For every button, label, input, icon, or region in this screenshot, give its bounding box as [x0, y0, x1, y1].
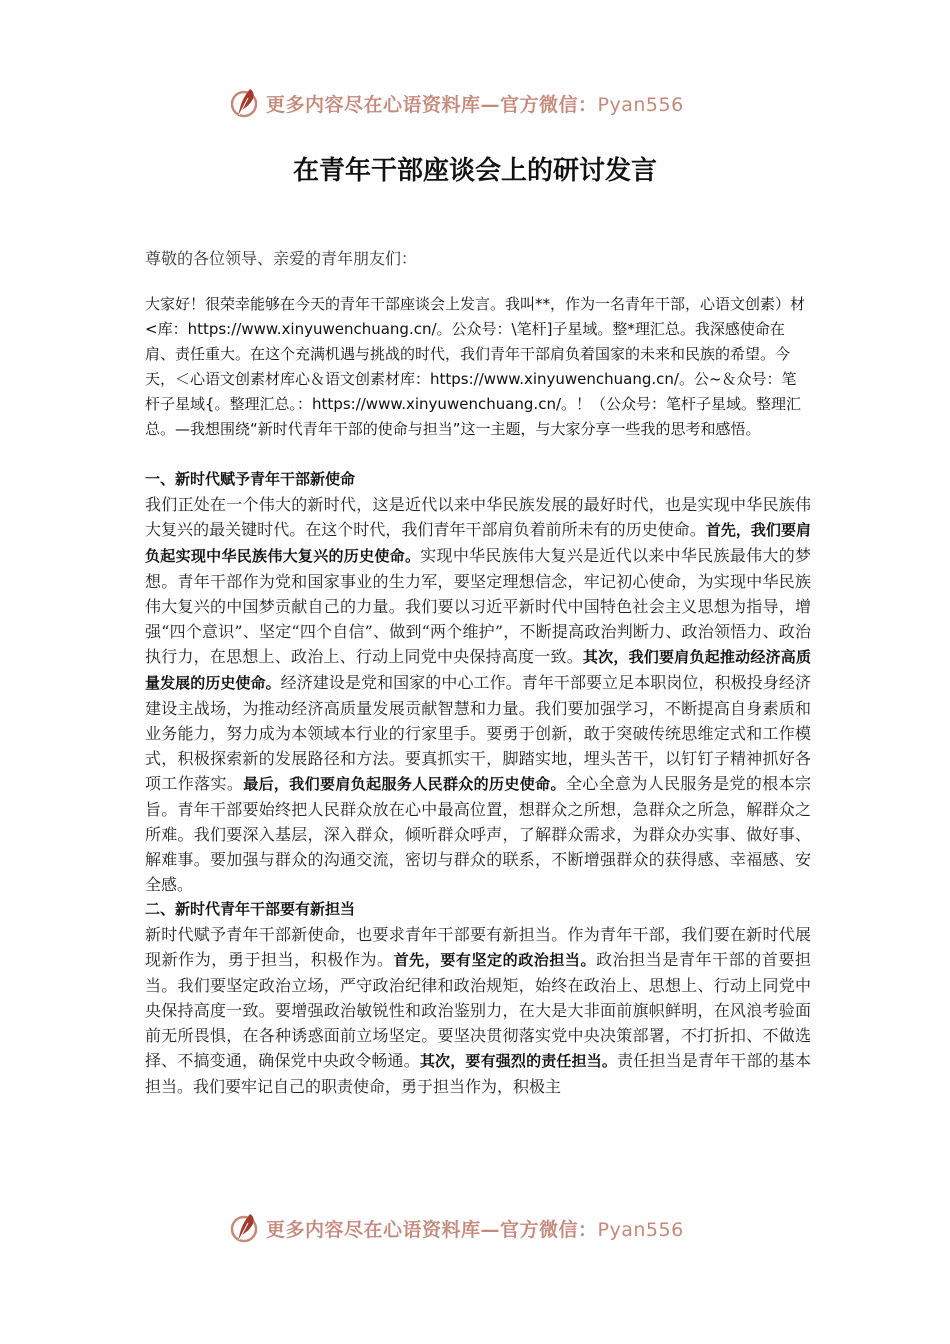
bold-statement: 最后，我们要肩负起服务人民群众的历史使命。 [243, 775, 566, 793]
document-body [145, 467, 811, 1099]
quill-logo-icon [228, 86, 262, 120]
quill-logo-icon [228, 1211, 262, 1245]
intro-paragraph: 大家好！很荣幸能够在今天的青年干部座谈会上发言。我叫**，作为一名青年干部，心语文创素）材<库：https://www.xinyuwenchuang.cn/。公众号：\笔杆]子星域。整*理汇总。我深感使命在肩、责任重大。在这个充满机遇与挑战的时代，我们青年干部肩负着国家的未来和民族的希望。今天，＜心语文创素材库心＆语文创素材库：https://www.xinyuwenchuang.cn/。公~＆众号：笔杆子星域{。整理汇总。：https://www.xinyuwenchuang.cn/。！（公众号：笔杆子星域。整理汇总。—我想围绕“新时代青年干部的使命与担当”这一主题，与大家分享一些我的思考和感悟。 [145, 295, 806, 438]
bold-statement: 其次，我们要肩负起推动经济高质量发展的历史使命。 [145, 648, 811, 692]
section-heading: 二、新时代青年干部要有新担当 [145, 900, 356, 918]
footer-banner [228, 1211, 728, 1245]
wechat-id: Pyan556 [597, 93, 684, 116]
banner-text: 更多内容尽在心语资料库—官方微信：Pyan556 [266, 93, 684, 116]
wechat-id: Pyan556 [597, 1218, 684, 1241]
header-banner [228, 86, 728, 120]
bold-statement: 首先，要有坚定的政治担当。 [393, 951, 597, 969]
salutation: 尊敬的各位领导、亲爱的青年朋友们： [145, 249, 418, 268]
document-title: 在青年干部座谈会上的研讨发言 [292, 156, 657, 186]
bold-statement: 首先，我们要肩负起实现中华民族伟大复兴的历史使命。 [145, 521, 811, 565]
bold-statement: 其次，要有强烈的责任担当。 [419, 1052, 618, 1070]
body-paragraph: 我们正处在一个伟大的新时代，这是近代以来中华民族发展的最好时代，也是实现中华民族伟大复兴的最关键时代。在这个时代，我们青年干部肩负着前所未有的历史使命。首先，我们要肩负起实现中华民族伟大复兴的历史使命。实现中华民族伟大复兴是近代以来中华民族最伟大的梦想。青年干部作为党和国家事业的生力军，要坚定理想信念，牢记初心使命，为实现中华民族伟大复兴的中国梦贡献自己的力量。我们要以习近平新时代中国特色社会主义思想为指导，增强“四个意识”、坚定“四个自信”、做到“两个维护”，不断提高政治判断力、政治领悟力、政治执行力，在思想上、政治上、行动上同党中央保持高度一致。其次，我们要肩负起推动经济高质量发展的历史使命。经济建设是党和国家的中心工作。青年干部要立足本职岗位，积极投身经济建设主战场，为推动经济高质量发展贡献智慧和力量。我们要加强学习，不断提高自身素质和业务能力，努力成为本领域本行业的行家里手。要勇于创新，敢于突破传统思维定式和工作模式，积极探索新的发展路径和方法。要真抓实干，脚踏实地，埋头苦干，以钉钉子精神抓好各项工作落实。最后，我们要肩负起服务人民群众的历史使命。全心全意为人民服务是党的根本宗旨。青年干部要始终把人民群众放在心中最高位置，想群众之所想，急群众之所急，解群众之所难。我们要深入基层，深入群众，倾听群众呼声，了解群众需求，为群众办实事、做好事、解难事。要加强与群众的沟通交流，密切与群众的联系，不断增强群众的获得感、幸福感、安全感。 [145, 495, 811, 894]
banner-text: 更多内容尽在心语资料库—官方微信：Pyan556 [266, 1218, 684, 1241]
section-heading: 一、新时代赋予青年干部新使命 [145, 470, 356, 488]
body-paragraph: 新时代赋予青年干部新使命，也要求青年干部要有新担当。作为青年干部，我们要在新时代展现新作为，勇于担当，积极作为。首先，要有坚定的政治担当。政治担当是青年干部的首要担当。我们要坚定政治立场，严守政治纪律和政治规矩，始终在政治上、思想上、行动上同党中央保持高度一致。要增强政治敏锐性和政治鉴别力，在大是大非面前旗帜鲜明，在风浪考验面前无所畏惧，在各种诱惑面前立场坚定。要坚决贯彻落实党中央决策部署，不打折扣、不做选择、不搞变通，确保党中央政令畅通。其次，要有强烈的责任担当。责任担当是青年干部的基本担当。我们要牢记自己的职责使命，勇于担当作为，积极主 [145, 925, 811, 1096]
